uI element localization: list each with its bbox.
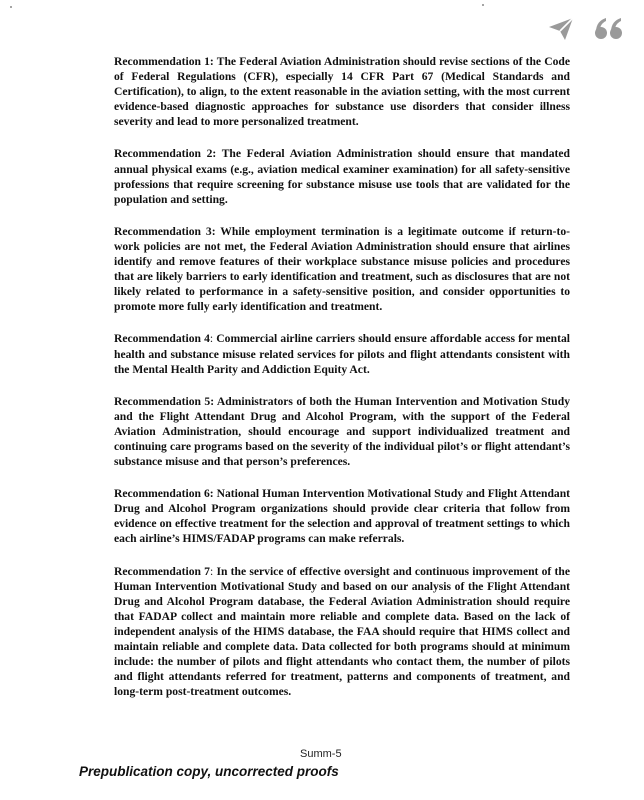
recommendation-7 <box>114 564 570 700</box>
prepublication-note: Prepublication copy, uncorrected proofs <box>79 764 339 779</box>
recommendation-label: Recommendation 2 <box>114 147 213 161</box>
recommendation-4 <box>114 331 570 376</box>
recommendation-label: Recommendation 7 <box>114 564 210 578</box>
recommendation-text: National Human Intervention Motivational Study and Flight Attendant Drug and Alcohol Program organizations should provide clear criteria that follow from evidence on effective treatment for the selection and approval of treatment settings to which each airline’s HIMS/FADAP programs can make referrals. <box>114 487 571 546</box>
scan-speck <box>10 6 12 8</box>
recommendation-text: Commercial airline carriers should ensure affordable access for mental health and substance misuse related services for pilots and flight attendants consistent with the Mental Health Parity and Addiction Equity Act. <box>114 332 570 376</box>
recommendation-text: Administrators of both the Human Intervention and Motivation Study and the Flight Attendant Drug and Alcohol Program, with the support of the Federal Aviation Administration, should encourage and support individualized treatment and continuing care programs based on the severity of the individual pilot’s or flight attendant’s substance misuse and that person’s preferences. <box>114 394 570 469</box>
recommendation-separator: : <box>209 487 214 501</box>
recommendation-2 <box>114 146 570 206</box>
recommendation-label: Recommendation 4 <box>114 332 210 346</box>
recommendation-6 <box>114 486 570 546</box>
recommendation-text: The Federal Aviation Administration should revise sections of the Code of Federal Regulations (CFR), especially 14 CFR Part 67 (Medical Standards and Certification), to align, to the extent reasonable in the aviation setting, with the most current evidence-based diagnostic approaches for substance use disorders that consider illness severity and lead to more personalized treatment. <box>114 55 570 129</box>
recommendations-list <box>114 54 570 716</box>
recommendation-1 <box>114 54 570 129</box>
recommendation-separator: : <box>211 224 216 238</box>
scan-speck <box>482 4 484 6</box>
recommendation-text: In the service of effective oversight and continuous improvement of the Human Intervention Motivational Study and based on our analysis of the Flight Attendant Drug and Alcohol Program database, the Federal Aviation Administration should require that FADAP collect and maintain more reliable and complete data. Based on the lack of independent analysis of the HIMS database, the FAA should require that HIMS collect and maintain reliable and complete data. Data collected for both programs should at minimum include: the number of pilots and flight attendants who contact them, the number of pilots and flight attendants referred for treatment, patterns and components of treatment, and long-term post-treatment outcomes. <box>114 564 570 699</box>
recommendation-label: Recommendation 3 <box>114 224 212 238</box>
page-number: Summ-5 <box>300 748 342 760</box>
paper-plane-icon[interactable] <box>546 14 576 44</box>
recommendation-separator: : <box>209 332 214 346</box>
recommendation-separator: : <box>210 394 215 408</box>
recommendation-separator: : <box>209 55 214 68</box>
recommendation-5 <box>114 394 570 469</box>
toolbar <box>546 14 624 44</box>
recommendation-text: The Federal Aviation Administration should ensure that mandated annual physical exams (e.g., aviation medical examiner examination) for all safety-sensitive professions that require screening for substance misuse use tools that are validated for the population and setting. <box>114 147 570 206</box>
recommendation-label: Recommendation 1 <box>114 55 210 68</box>
recommendation-label: Recommendation 5 <box>114 394 211 408</box>
quote-icon[interactable] <box>594 14 624 44</box>
recommendation-text: While employment termination is a legitimate outcome if return-to-work policies are not met, the Federal Aviation Administration should ensure that airlines identify and remove features of their workplace substance misuse policies and procedures that are likely barriers to early identification and treatment, such as disclosures that are not likely related to performance in a safety-sensitive position, and consider opportunities to promote more fully early identification and treatment. <box>114 224 570 314</box>
recommendation-label: Recommendation 6 <box>114 487 210 501</box>
recommendation-separator: : <box>209 564 214 578</box>
recommendation-3 <box>114 224 570 315</box>
recommendation-separator: : <box>212 147 217 161</box>
